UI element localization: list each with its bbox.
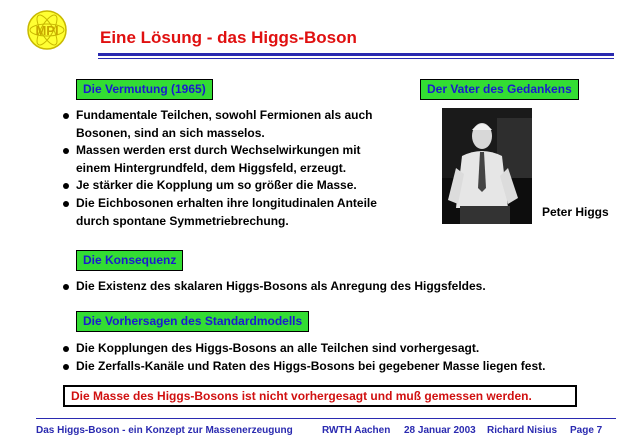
mpi-logo [26, 9, 68, 51]
section-label-vater: Der Vater des Gedankens [420, 79, 579, 100]
footer-page-number: Page 7 [570, 425, 603, 436]
footer-talk-title: Das Higgs-Boson - ein Konzept zur Massenerzeugung [36, 425, 293, 436]
bullet-item: Massen werden erst durch Wechselwirkungen mit einem Hintergrundfeld, dem Higgsfeld, erzeugt. [63, 142, 377, 177]
section-label-vorhersagen: Die Vorhersagen des Standardmodells [76, 311, 309, 332]
footer-institute: RWTH Aachen [322, 425, 391, 436]
bullet-item: Die Zerfalls-Kanäle und Raten des Higgs-Bosons bei gegebener Masse liegen fest. [63, 358, 545, 376]
section-label-vermutung: Die Vermutung (1965) [76, 79, 213, 100]
bullet-item: Die Kopplungen des Higgs-Bosons an alle Teilchen sind vorhergesagt. [63, 340, 545, 358]
bullet-item: Fundamentale Teilchen, sowohl Fermionen als auch Bosonen, sind an sich masselos. [63, 107, 377, 142]
bullet-item: Die Existenz des skalaren Higgs-Bosons als Anregung des Higgsfeldes. [63, 278, 486, 296]
bullet-item: Die Eichbosonen erhalten ihre longitudinalen Anteile durch spontane Symmetriebrechung. [63, 195, 377, 230]
section-label-konsequenz: Die Konsequenz [76, 250, 183, 271]
logo-text: MPI [35, 23, 59, 38]
photo-caption: Peter Higgs [542, 205, 609, 219]
konsequenz-bullets [63, 278, 486, 296]
bullet-item: Je stärker die Kopplung um so größer die Masse. [63, 177, 377, 195]
footer-rule [36, 418, 616, 419]
page-title: Eine Lösung - das Higgs-Boson [100, 28, 357, 47]
vorhersagen-bullets [63, 340, 545, 375]
peter-higgs-photo [442, 108, 532, 224]
conclusion-box: Die Masse des Higgs-Bosons ist nicht vorhergesagt und muß gemessen werden. [63, 385, 577, 407]
footer-author: Richard Nisius [487, 425, 558, 436]
vermutung-bullets [63, 107, 377, 230]
footer-date: 28 Januar 2003 [404, 425, 476, 436]
title-rule [98, 53, 614, 56]
title-rule-thin [98, 58, 614, 59]
